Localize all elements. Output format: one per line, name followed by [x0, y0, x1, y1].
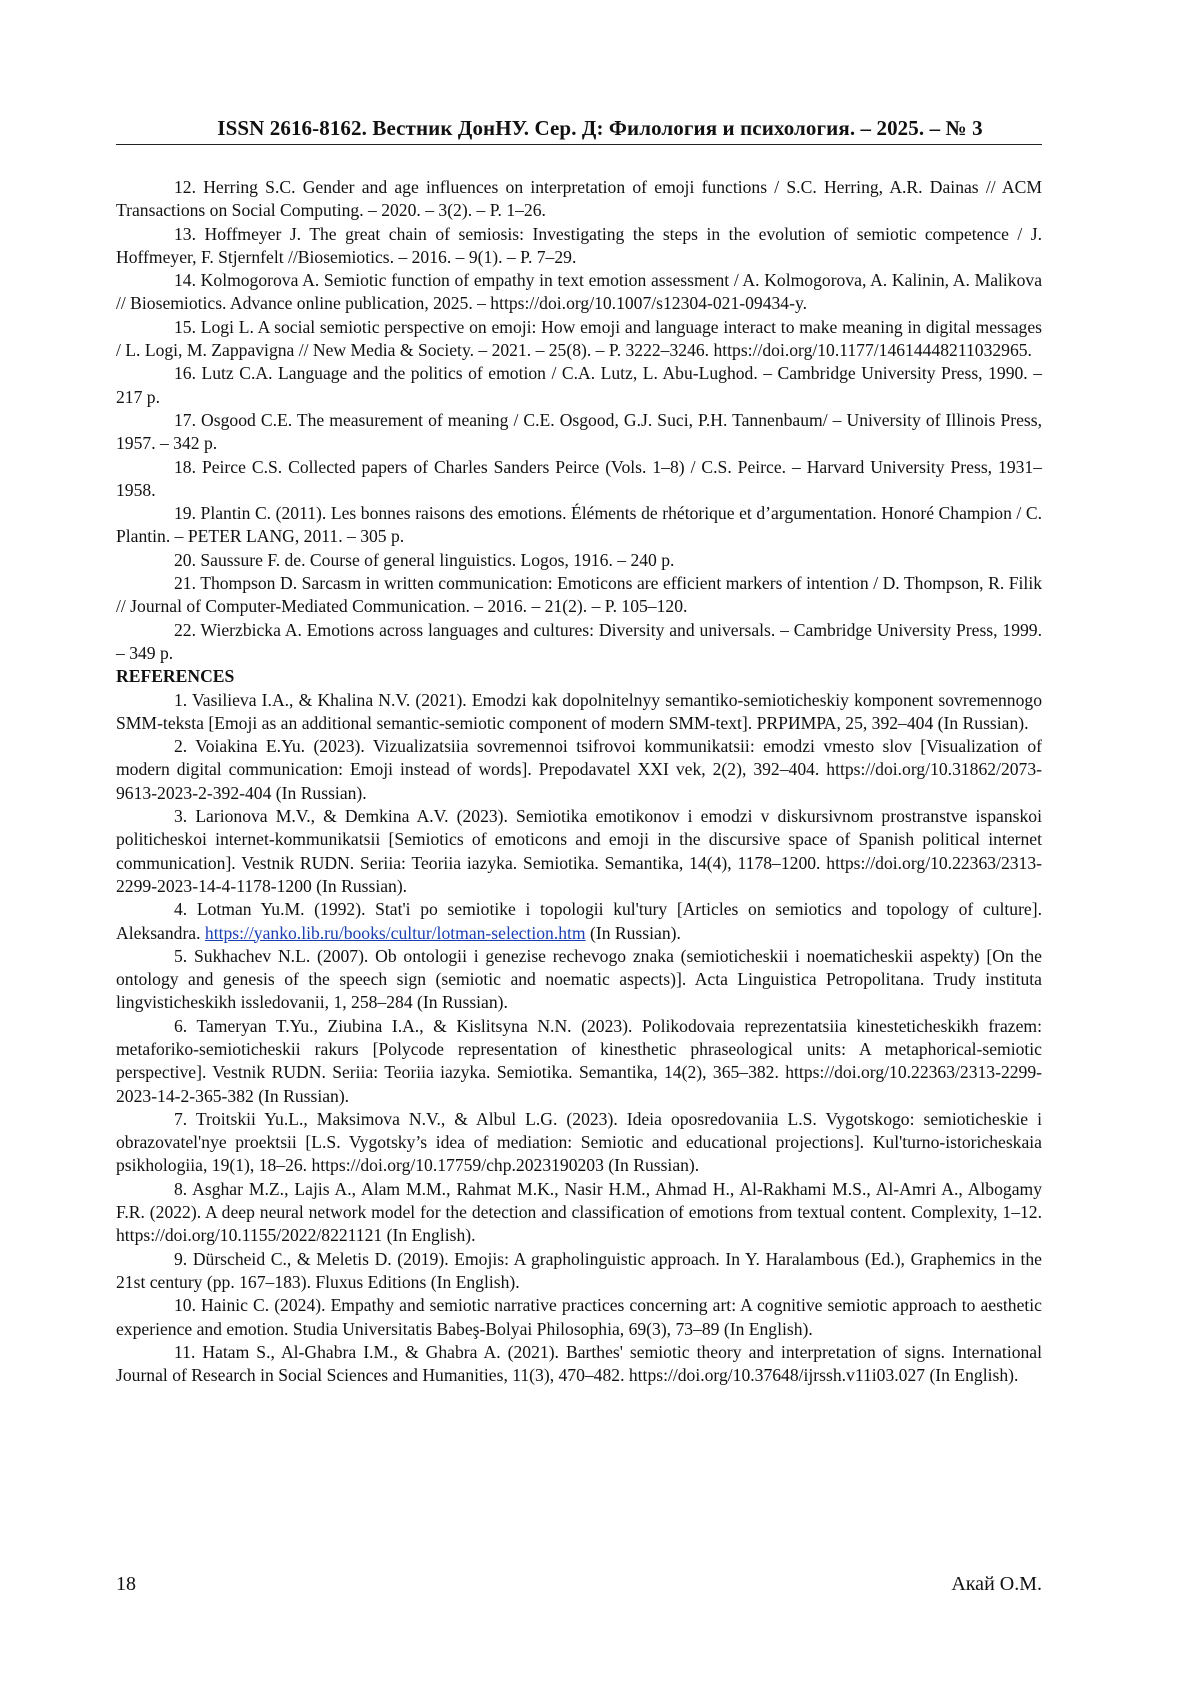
source-entry-12: 12. Herring S.C. Gender and age influences on interpretation of emoji functions / S.C. Herring, A.R. Dainas // ACM Transactions on Social Computing. – 2020. – 3(2). – P. 1–26. [116, 177, 1042, 221]
reference-entry-8: 8. Asghar M.Z., Lajis A., Alam M.M., Rahmat M.K., Nasir H.M., Ahmad H., Al-Rakhami M.S., Al-Amri A., Albogamy F.R. (2022). A deep neural network model for the detection and classification of emotions from textual content. Complexity, 1–12. https://doi.org/10.1155/2022/8221121 (In English). [116, 1178, 1042, 1246]
source-entry-16: 16. Lutz C.A. Language and the politics of emotion / C.A. Lutz, L. Abu-Lughod. – Cambridge University Press, 1990. – 217 p. [116, 363, 1042, 407]
header-divider [116, 144, 1042, 145]
source-entry-20: 20. Saussure F. de. Course of general linguistics. Logos, 1916. – 240 p. [174, 549, 675, 570]
bibliography [116, 176, 1042, 1387]
source-entry-13: 13. Hoffmeyer J. The great chain of semiosis: Investigating the steps in the evolution of semiotic competence / J. Hoffmeyer, F. Stjernfelt //Biosemiotics. – 2016. – 9(1). – P. 7–29. [116, 223, 1042, 267]
page-number: 18 [116, 1573, 136, 1595]
running-header: ISSN 2616-8162. Вестник ДонНУ. Сер. Д: Филология и психология. – 2025. – № 3 [217, 116, 983, 140]
reference-entry-4 [116, 898, 1042, 945]
lotman-link[interactable]: https://yanko.lib.ru/books/cultur/lotman-selection.htm [204, 922, 586, 943]
reference-entry-7: 7. Troitskii Yu.L., Maksimova N.V., & Albul L.G. (2023). Ideia oposredovaniia L.S. Vygotskogo: semioticheskie i obrazovatel'nye proektsii [L.S. Vygotsky’s idea of mediation: Semiotic and educational projections]. Kul'turno-istoricheskaia psikhologiia, 19(1), 18–26. https://doi.org/10.17759/chp.2023190203 (In Russian). [116, 1108, 1042, 1176]
reference-entry-2: 2. Voiakina E.Yu. (2023). Vizualizatsiia sovremennoi tsifrovoi kommunikatsii: emodzi vmesto slov [Visualization of modern digital communication: Emoji instead of words]. Prepodavatel XXI vek, 2(2), 392–404. https://doi.org/10.31862/2073-9613-2023-2-392-404 (In Russian). [116, 736, 1042, 803]
reference-entry-1: 1. Vasilieva I.A., & Khalina N.V. (2021). Emodzi kak dopolnitelnyy semantiko-semioticheskiy komponent sovremennogo SMM-teksta [Emoji as an additional semantic-semiotic component of modern SMM-text]. PRРИМРА, 25, 392–404 (In Russian). [116, 689, 1042, 733]
reference-entry-3: 3. Larionova M.V., & Demkina A.V. (2023). Semiotika emotikonov i emodzi v diskursivnom prostranstve ispanskoi politicheskoi internet-kommunikatsii [Semiotics of emoticons and emoji in the discursive space of Spanish political internet communication]. Vestnik RUDN. Seriia: Teoriia iazyka. Semiotika. Semantika, 14(4), 1178–1200. https://doi.org/10.22363/2313-2299-2023-14-4-1178-1200 (In Russian). [116, 806, 1042, 896]
reference-entry-5: 5. Sukhachev N.L. (2007). Ob ontologii i genezise rechevogo znaka (semioticheskii i noematicheskii aspekty) [On the ontology and genesis of the speech sign (semiotic and noematic aspects)]. Acta Linguistica Petropolitana. Trudy instituta lingvisticheskikh issledovanii, 1, 258–284 (In Russian). [116, 945, 1042, 1013]
references-heading: REFERENCES [116, 666, 235, 687]
reference-entry-11: 11. Hatam S., Al-Ghabra I.M., & Ghabra A. (2021). Barthes' semiotic theory and interpretation of signs. International Journal of Research in Social Sciences and Humanities, 11(3), 470–482. https://doi.org/10.37648/ijrssh.v11i03.027 (In English). [116, 1341, 1042, 1386]
source-entry-21: 21. Thompson D. Sarcasm in written communication: Emoticons are efficient markers of intention / D. Thompson, R. Filik // Journal of Computer-Mediated Communication. – 2016. – 21(2). – P. 105–120. [116, 573, 1042, 617]
source-entry-17: 17. Osgood C.E. The measurement of meaning / C.E. Osgood, G.J. Suci, P.H. Tannenbaum/ – University of Illinois Press, 1957. – 342 p. [116, 409, 1042, 454]
source-entry-14: 14. Kolmogorova A. Semiotic function of empathy in text emotion assessment / A. Kolmogorova, A. Kalinin, A. Malikova // Biosemiotics. Advance online publication, 2025. – https://doi.org/10.1007/s12304-021-09434-y. [116, 270, 1042, 314]
reference-entry-6: 6. Tameryan T.Yu., Ziubina I.A., & Kislitsyna N.N. (2023). Polikodovaia reprezentatsiia kinesteticheskikh frazem: metaforiko-semioticheskii rakurs [Polycode representation of kinesthetic phraseological units: A metaphorical-semiotic perspective]. Vestnik RUDN. Seriia: Teoriia iazyka. Semiotika. Semantika, 14(2), 365–382. https://doi.org/10.22363/2313-2299-2023-14-2-365-382 (In Russian). [116, 1015, 1042, 1106]
source-entry-19: 19. Plantin C. (2011). Les bonnes raisons des emotions. Éléments de rhétorique et d’argumentation. Honoré Champion / C. Plantin. – PETER LANG, 2011. – 305 p. [116, 503, 1042, 547]
source-entry-18: 18. Peirce C.S. Collected papers of Charles Sanders Peirce (Vols. 1–8) / C.S. Peirce. – Harvard University Press, 1931–1958. [116, 456, 1042, 500]
source-entry-15: 15. Logi L. A social semiotic perspective on emoji: How emoji and language interact to make meaning in digital messages / L. Logi, M. Zappavigna // New Media & Society. – 2021. – 25(8). – P. 3222–3246. https://doi.org/10.1177/14614448211032965. [116, 316, 1042, 361]
reference-4-text: 4. Lotman Yu.M. (1992). Stat'i po semiotike i topologii kul'tury [Articles on semiotics and topology of culture]. Aleksandra. [116, 899, 1042, 943]
reference-entry-10: 10. Hainic C. (2024). Empathy and semiotic narrative practices concerning art: A cognitive semiotic approach to aesthetic experience and emotion. Studia Universitatis Babeş-Bolyai Philosophia, 69(3), 73–89 (In English). [116, 1295, 1042, 1339]
source-entry-22: 22. Wierzbicka A. Emotions across languages and cultures: Diversity and universals. – Cambridge University Press, 1999. – 349 p. [116, 619, 1042, 663]
author-name: Акай О.М. [951, 1573, 1042, 1595]
reference-4-language: (In Russian). [585, 922, 681, 943]
reference-entry-9: 9. Dürscheid C., & Meletis D. (2019). Emojis: A grapholinguistic approach. In Y. Haralambous (Ed.), Graphemics in the 21st century (pp. 167–183). Fluxus Editions (In English). [116, 1248, 1042, 1292]
